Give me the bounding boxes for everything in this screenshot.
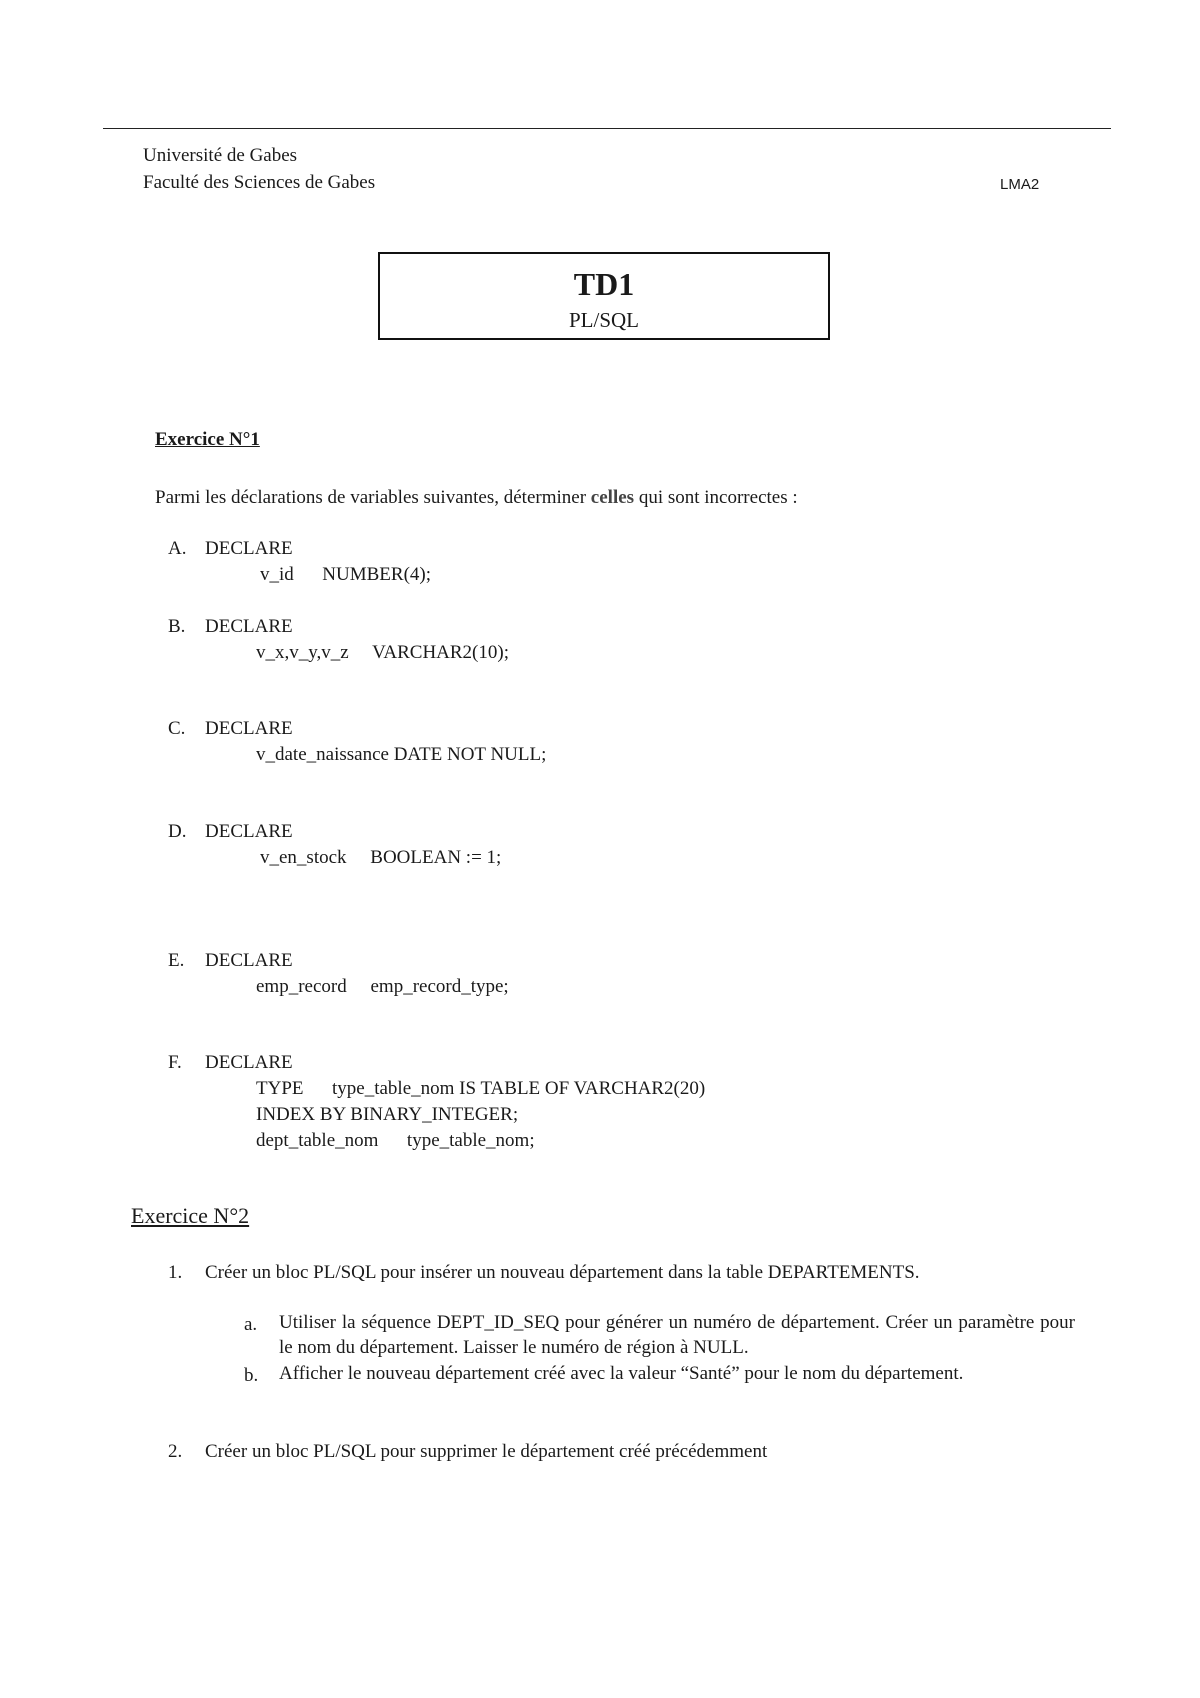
option-f-code-line2: INDEX BY BINARY_INTEGER; xyxy=(256,1104,519,1125)
exercise2-heading: Exercice N°2 xyxy=(131,1203,250,1228)
subtask-b-marker: b. xyxy=(244,1365,259,1386)
option-f-keyword: DECLARE xyxy=(205,1052,293,1073)
option-e-keyword: DECLARE xyxy=(205,950,293,971)
prompt-text-start: Parmi les déclarations de variables suivantes, déterminer xyxy=(155,487,591,508)
level-label: LMA2 xyxy=(1000,176,1040,193)
option-f-marker: F. xyxy=(168,1052,182,1073)
prompt-highlight: celles xyxy=(590,487,635,508)
option-a-keyword: DECLARE xyxy=(205,538,293,559)
option-a-code: v_id NUMBER(4); xyxy=(260,564,431,585)
option-c-code: v_date_naissance DATE NOT NULL; xyxy=(256,744,547,765)
option-d-code: v_en_stock BOOLEAN := 1; xyxy=(260,847,502,868)
doc-title: TD1 xyxy=(573,266,635,302)
doc-subtitle: PL/SQL xyxy=(568,308,639,332)
task-1-marker: 1. xyxy=(168,1262,183,1283)
option-d-keyword: DECLARE xyxy=(205,821,293,842)
prompt-text-end: qui sont incorrectes : xyxy=(634,487,798,508)
task-2-text: Créer un bloc PL/SQL pour supprimer le département créé précédemment xyxy=(205,1441,768,1462)
university-name: Université de Gabes xyxy=(143,145,298,166)
option-b-code: v_x,v_y,v_z VARCHAR2(10); xyxy=(256,642,509,663)
option-c-marker: C. xyxy=(168,718,186,739)
task-2-marker: 2. xyxy=(168,1441,183,1462)
subtask-a-marker: a. xyxy=(244,1314,258,1335)
option-e-marker: E. xyxy=(168,950,185,971)
task-1-text: Créer un bloc PL/SQL pour insérer un nouveau département dans la table DEPARTEMENTS. xyxy=(205,1262,920,1283)
option-a-marker: A. xyxy=(168,538,187,559)
option-d-marker: D. xyxy=(168,821,187,842)
title-box xyxy=(378,252,830,340)
subtask-b-text: Afficher le nouveau département créé avec la valeur “Santé” pour le nom du département. xyxy=(279,1363,964,1384)
option-f-code-line3: dept_table_nom type_table_nom; xyxy=(256,1130,535,1151)
faculty-name: Faculté des Sciences de Gabes xyxy=(143,172,376,193)
exercise1-heading: Exercice N°1 xyxy=(155,429,260,450)
option-f-code-line1: TYPE type_table_nom IS TABLE OF VARCHAR2(20) xyxy=(256,1078,706,1099)
option-b-keyword: DECLARE xyxy=(205,616,293,637)
exercise1-prompt xyxy=(155,488,798,507)
option-e-code: emp_record emp_record_type; xyxy=(256,976,509,997)
header-rule xyxy=(103,128,1111,129)
subtask-a-text: Utiliser la séquence DEPT_ID_SEQ pour générer un numéro de département. Créer un paramètre pour le nom du département. Laisser le numéro de région à NULL. xyxy=(279,1312,1075,1358)
option-b-marker: B. xyxy=(168,616,186,637)
option-c-keyword: DECLARE xyxy=(205,718,293,739)
